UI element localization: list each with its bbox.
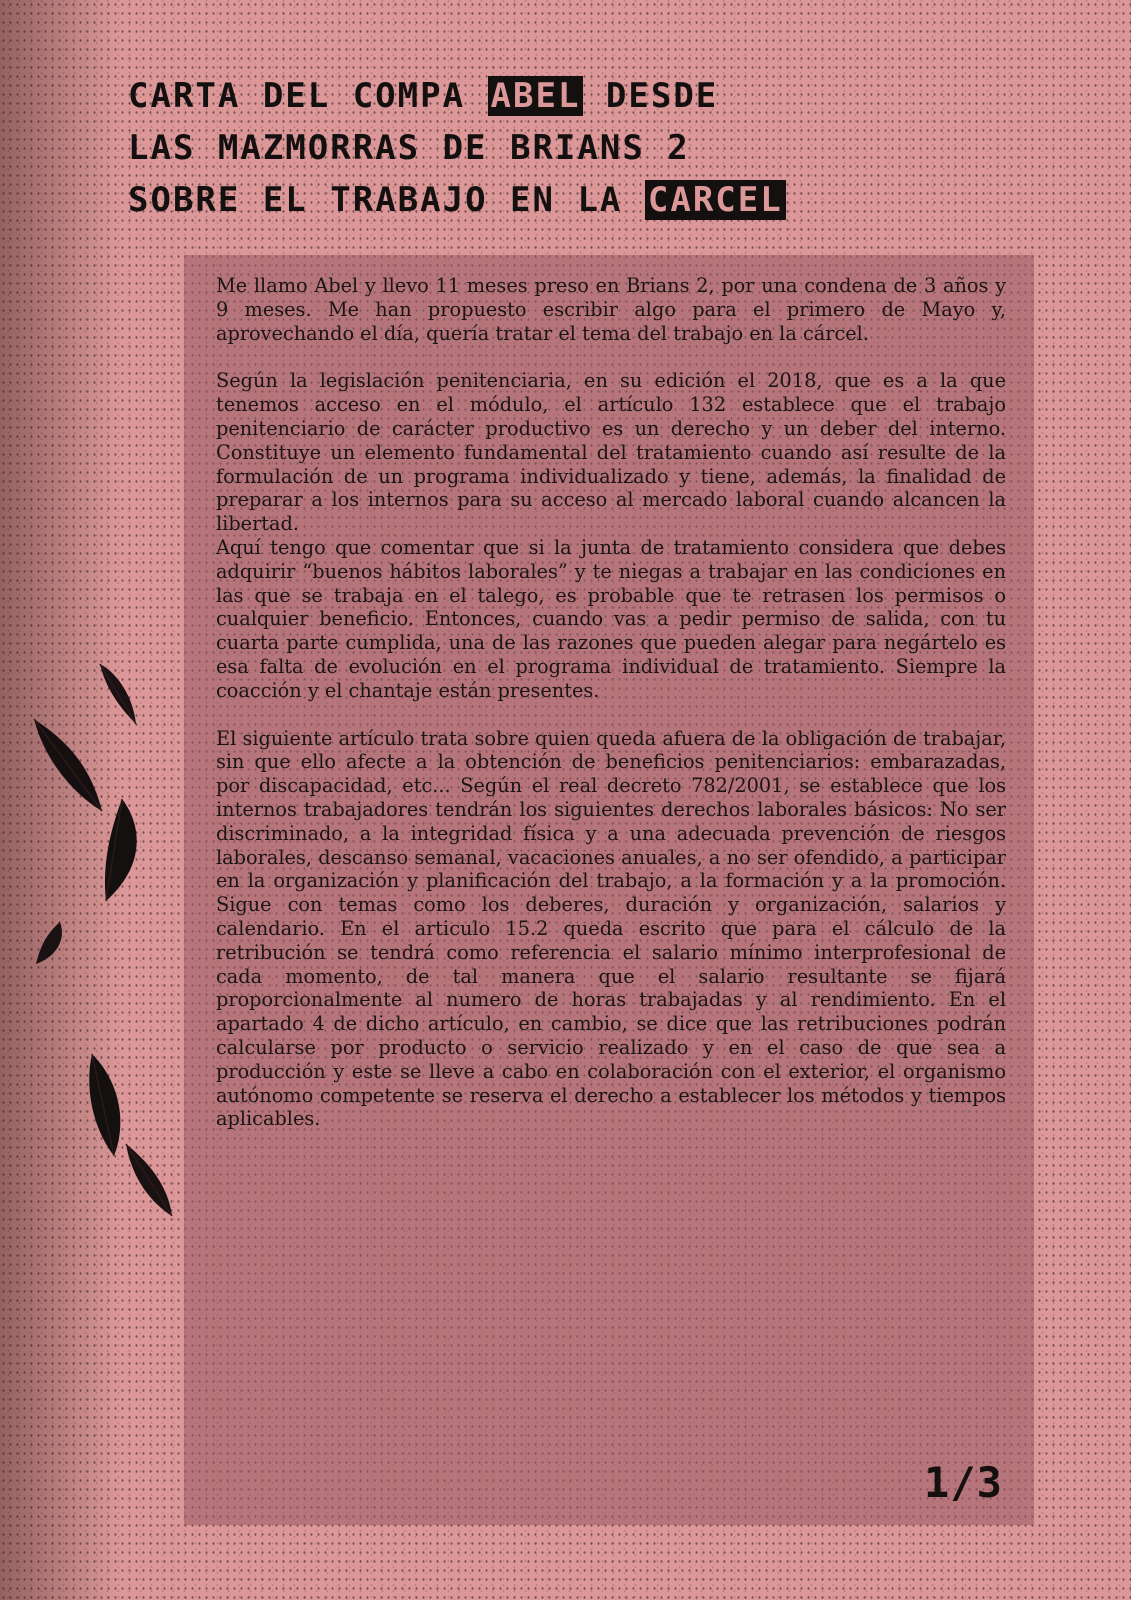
- feather-icon: [118, 1140, 178, 1220]
- feather-icon: [30, 918, 70, 968]
- paragraph-3: Aquí tengo que comentar que si la junta de tratamiento considera que debes adquirir “buenos hábitos laborales” y te niegas a trabajar en las condiciones en las que se trabaja en el talego, es probable que te retrasen los permisos o cualquier beneficio. Entonces, cuando vas a pedir permiso de salida, con tu cuarta parte cumplida, una de las razones que pueden alegar para negártelo es esa falta de evolución en el programa individual de tratamiento. Siempre la coacción y el chantaje están presentes.: [216, 535, 1006, 702]
- letter-body: [216, 274, 1006, 1131]
- title-text: SOBRE EL: [128, 180, 308, 220]
- paragraph-1: Me llamo Abel y llevo 11 meses preso en Brians 2, por una condena de 3 años y 9 meses. Me han propuesto escribir algo para el primero de Mayo y, aprovechando el día, quería tratar el tema del trabajo en la cárcel.: [216, 274, 1006, 345]
- paragraph-2: Según la legislación penitenciaria, en su edición el 2018, que es a la que tenemos acceso en el módulo, el artículo 132 establece que el trabajo penitenciario de carácter productivo es un derecho y un deber del interno. Constituye un elemento fundamental del tratamiento cuando así resulte de la formulación de un programa individualizado y tiene, además, la finalidad de preparar a los internos para su acceso al mercado laboral cuando alcancen la libertad.: [216, 369, 1006, 536]
- feather-icon: [92, 795, 152, 905]
- title-highlight-carcel: CARCEL: [645, 180, 786, 220]
- title-text: CARTA DEL COMPA: [128, 76, 466, 116]
- title-line-2: LAS MAZMORRAS DE BRIANS 2: [128, 128, 690, 168]
- paragraph-4: El siguiente artículo trata sobre quien queda afuera de la obligación de trabajar, sin que ello afecte a la obtención de beneficios penitenciarios: embarazadas, por discapacidad, etc... Según el real decreto 782/2001, se establece que los internos trabajadores tendrán los siguientes derechos laborales básicos: No ser discriminado, a la integridad física y a una adecuada prevención de riesgos laborales, descanso semanal, vacaciones anuales, a no ser ofendido, a participar en la organización y planificación del trabajo, a la formación y a la promoción. Sigue con temas como los deberes, duración y organización, salarios y calendario. En el articulo 15.2 queda escrito que para el cálculo de la retribución se tendrá como referencia el salario mínimo interprofesional de cada momento, de tal manera que el salario resultante se fijará proporcionalmente al numero de horas trabajadas y al rendimiento. En el apartado 4 de dicho artículo, en cambio, se dice que las retribuciones podrán calcularse por producto o servicio realizado y en el caso de que sea a producción y este se lleve a cabo en colaboración con el exterior, el organismo autónomo competente se reserva el derecho a establecer los métodos y tiempos aplicables.: [216, 726, 1006, 1131]
- title-text: DESDE: [605, 76, 719, 116]
- title-highlight-abel: ABEL: [488, 76, 584, 116]
- title-line-1: [128, 70, 1028, 122]
- title-text: EN LA: [510, 180, 623, 220]
- page-number: 1/3: [924, 1458, 1003, 1507]
- page-title: [128, 70, 1028, 226]
- title-line-3: [128, 174, 1028, 226]
- title-text-trabajo: TRABAJO: [330, 180, 488, 220]
